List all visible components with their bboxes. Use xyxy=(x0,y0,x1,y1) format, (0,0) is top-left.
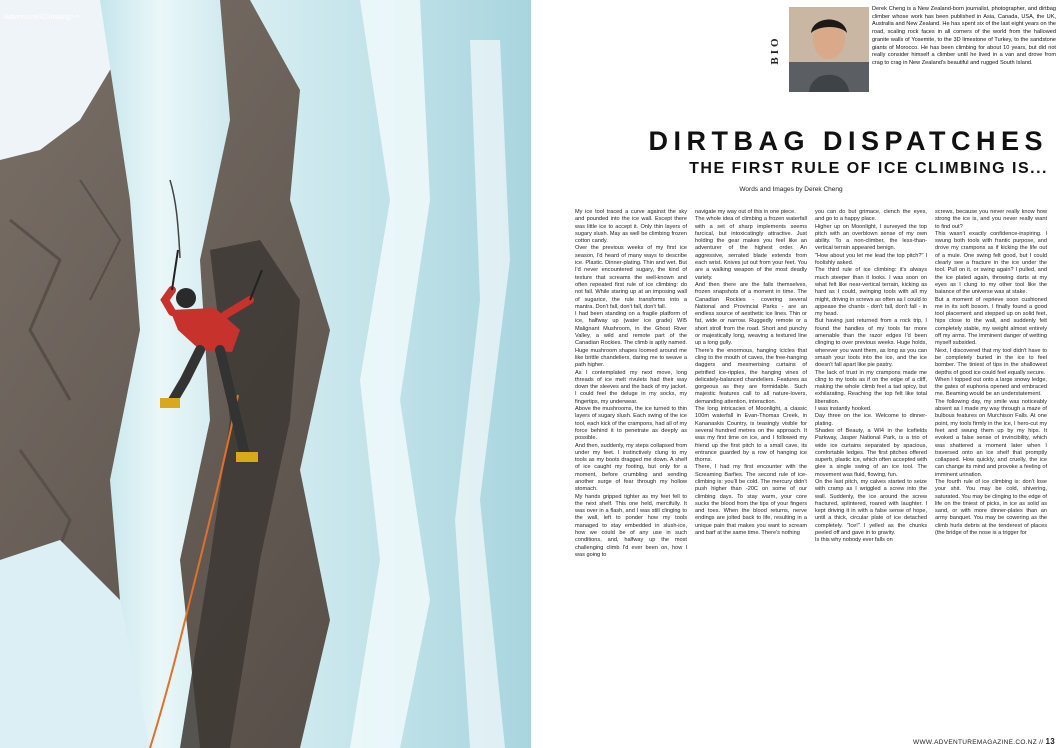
author-portrait xyxy=(789,7,869,92)
paragraph: Above the mushrooms, the ice turned to thin layers of sugary slush. Each swing of the ice tool, each kick of the crampons, had all of my force behind it to penetrate as deeply as possible. xyxy=(575,406,687,442)
paragraph: When I topped out onto a large snowy ledge, the gates of euphoria opened and embraced me. Beaming would be an understatement. xyxy=(935,376,1047,398)
paragraph: Is this why nobody ever falls on xyxy=(815,537,893,544)
article-column-3 xyxy=(815,209,927,734)
page-footer xyxy=(913,737,1055,746)
paragraph: And then there are the falls themselves, frozen snapshots of a moment in time. The Canadian Rockies - covering several National and Provincial Parks - are an endless source of aesthetic ice lines. Thin or fat, wide or narrow. Ruggedly remote or a short stroll from the road. Short and punchy or majestically long, weaving a textured line up a long gully. xyxy=(695,281,807,347)
byline: Words and Images by Derek Cheng xyxy=(739,186,843,193)
paragraph: Day three on the ice. Welcome to dinner-plating. xyxy=(815,413,927,427)
paragraph: I was instantly hooked. xyxy=(815,406,872,413)
footer-separator: // xyxy=(1037,739,1046,746)
paragraph: On the last pitch, my calves started to seize with cramp as I wriggled a screw into the wall. Suddenly, the ice around the screw fractured, splintered, roared with laughter. I kept driving it in with a false sense of hope, until a thick, circular plate of ice detached completely. "Ice!" I yelled as the chunks peeled off and gave in to gravity. xyxy=(815,478,927,537)
paragraph: As I contemplated my next move, long threads of ice melt rivulets had their way down the sleeves and the back of my jacket. I could feel the deluge in my socks, my fingertips, my underwear. xyxy=(575,369,687,405)
paragraph: There's the enormous, hanging icicles that cling to the mouth of caves, the free-hanging daggers and mesmerising curtains of petrified ice-ripples, the hanging vines of delicately-balanced chandeliers. Features as gorgeous as they are formidable. Such majestic features call to all nature-lovers, demanding attention, interaction. xyxy=(695,347,807,405)
page-number: 13 xyxy=(1045,737,1055,746)
paragraph: My ice tool traced a curve against the sky and pounded into the ice wall. Except there was little ice to accept it. Only thin layers of sugary slush. May as well be climbing frozen cotton candy. xyxy=(575,209,687,245)
article-column-2 xyxy=(695,209,807,734)
paragraph: you can do but grimace, clench the eyes, and go to a happy place. xyxy=(815,209,927,223)
paragraph: "How about you let me lead the top pitch?" I foolishly asked. xyxy=(815,252,927,267)
paragraph: Next, I discovered that my tool didn't have to be completely buried in the ice to feel bomber. The tiniest of tips in the shallowest depths of good ice could feel equally secure. xyxy=(935,347,1047,376)
paragraph: The whole idea of climbing a frozen waterfall with a set of sharp implements seems farcical, but intoxicatingly attractive. Just holding the gear makes you feel like an adventurer of the highest order. An aggressive, serrated blade extends from each wrist. Knives jut out from your feet. You are a walking weapon of the most deadly variety. xyxy=(695,216,807,281)
section-tag: Adventure//Climbing>> xyxy=(4,14,80,21)
paragraph: The following day, my smile was noticeably absent as I made my way through a maze of bulbous features on Murchison Falls. At one point, my tools firmly in the ice, I hero-cut my feet and swung them up by my hips. It evoked a false sense of invincibility, which was shattered a moment later when I traversed onto an ice shelf that promptly collapsed. How quickly, and cruelly, the ice can change its mind and provoke a feeling of imminent urination. xyxy=(935,398,1047,478)
paragraph: I had been standing on a fragile platform of ice, halfway up (water ice grade) WI5 Malignant Mushroom, in the Ghost River Valley, a wild and remote part of the Canadian Rockies. The climb is aptly named. Huge mushroom shapes loomed around me like brittle chandeliers, daring me to weave a path higher. xyxy=(575,311,687,369)
paragraph: navigate my way out of this in one piece. xyxy=(695,209,796,215)
bio-text: Derek Cheng is a New Zealand-born journalist, photographer, and dirtbag climber whose work has been published in Asia, Canada, USA, the UK, Australia and New Zealand. He has spent six of the last eight years on the road, scaling rock faces in all corners of the world from the hallowed granite walls of Yosemite, to the 3D limestone of Turkey, to the sandstone giants of Morocco. He has been climbing for about 10 years, but did not really consider himself a climber until he lived in a van and drove from crag to crag in New Zealand's beautiful and rugged South Island. xyxy=(872,6,1056,66)
paragraph: But having just returned from a rock trip, I found the handles of my tools far more amenable than the razor edges I'd been clinging to over previous weeks. Huge holds, wherever you want them, as long as you can smash your tools into the ice, and the ice doesn't fall apart like pie pastry. xyxy=(815,318,927,369)
article-column-4 xyxy=(935,209,1047,734)
paragraph: The long intricacies of Moonlight, a classic 100m waterfall in Evan-Thomas Creek, in Kananaskis Country, is teasingly visible for several hundred metres on the approach. It was my first time on ice, and I followed my friend up the first pitch to a small cave, its entrance guarded by a row of hanging ice thorns. xyxy=(695,406,807,464)
paragraph: And then, suddenly, my steps collapsed from under my feet. I instinctively clung to my tools as my boots dragged me down. A shelf of ice caught my footing, but only for a moment, before crumbling and sending another surge of fear through my hollow stomach. xyxy=(575,442,687,493)
paragraph: My hands gripped tighter as my feet fell to the next shelf. This one held, mercifully. It was over in a flash, and I was still clinging to the wall, left to ponder how my tools managed to stay embedded in slush-ice, how we could be of any use in such conditions, and, halfway up the most challenging climb I'd ever been on, how I was going to xyxy=(575,493,687,558)
paragraph: This wasn't exactly confidence-inspiring. I swung both tools with frantic purpose, and drove my crampons as if kicking the life out of a mule. One swing felt good, but I could clearly see a fracture in the ice under the tool. Pull on it, or swing again? I pulled, and the ice plated again, throwing darts at my eyes as I clung to my other tool like the balance of the universe was at stake. xyxy=(935,230,1047,296)
paragraph: screws, because you never really know how strong the ice is, and you never really want to find out? xyxy=(935,209,1047,230)
article-subtitle: THE FIRST RULE OF ICE CLIMBING IS... xyxy=(689,160,1048,177)
paragraph: Shades of Beauty, a WI4 in the Icefields Parkway, Jasper National Park, is a trio of wide ice curtains separated by spacious, comfortable ledges. The first pitches offered superb, plastic ice, which often accepted with glee a single swing of an ice tool. The movement was fluid, flowing, fun. xyxy=(815,427,927,478)
article-title: DIRTBAG DISPATCHES xyxy=(648,126,1048,156)
bio-label: BIO xyxy=(769,35,781,65)
paragraph: The third rule of ice climbing: it's always much steeper than it looks. I was soon on what felt like near-vertical terrain, kicking as hard as I could, swinging tools with all my might, driving in screws as often as I could to appease the chants - don't fall, don't fall - in my head. xyxy=(815,267,927,318)
paragraph: The fourth rule of ice climbing is: don't lose your shit. You may be cold, shivering, saturated. You may be clinging to the edge of life on the tiniest of picks, in ice as solid as sand, or with more dinner-plates than an army banquet. You may be cowering as the climb hurls debris at the tenderest of places (the bridge of the nose is a trigger for xyxy=(935,478,1047,537)
paragraph: Over the previous weeks of my first ice season, I'd heard of many ways to describe ice. Plastic. Dinner-plating. Thin and wet. But I'd never encountered sugary, the kind of texture that screams the well-known and often repeated first rule of ice climbing: do not fall. While staring up at an imposing wall of sugarice, the rule transforms into a mantra. Don't fall, don't fall, don't fall. xyxy=(575,245,687,310)
paragraph: The lack of trust in my crampons made me cling to my tools as if on the edge of a cliff, making the whole climb feel a tad spicy, but exhilarating. Reaching the top felt like total liberation. xyxy=(815,369,927,405)
article-page xyxy=(531,0,1061,748)
article-column-1 xyxy=(575,209,687,734)
paragraph: Higher up on Moonlight, I surveyed the top pitch with an overblown sense of my own ability. To a non-climber, the less-than-vertical terrain appeared benign. xyxy=(815,223,927,252)
footer-url: WWW.ADVENTUREMAGAZINE.CO.NZ xyxy=(913,739,1038,746)
paragraph: There, I had my first encounter with the Screaming Barfies. The second rule of ice-climbing is: you'll be cold. The mercury didn't push higher than -20C on some of our climbing days. To stay warm, your core sucks the blood from the tips of your fingers and toes. When the blood returns, nerve endings are jolted back to life, resulting in a unique pain that makes you want to scream and barf at the same time. There's nothing xyxy=(695,464,807,537)
paragraph: But a moment of reprieve soon cushioned me in its soft bosom. I finally found a good tool placement and stepped up on solid feet, hips close to the wall, and suddenly felt completely stable, my weight almost entirely off my arms. The imminent danger of wetting myself subsided. xyxy=(935,296,1047,347)
